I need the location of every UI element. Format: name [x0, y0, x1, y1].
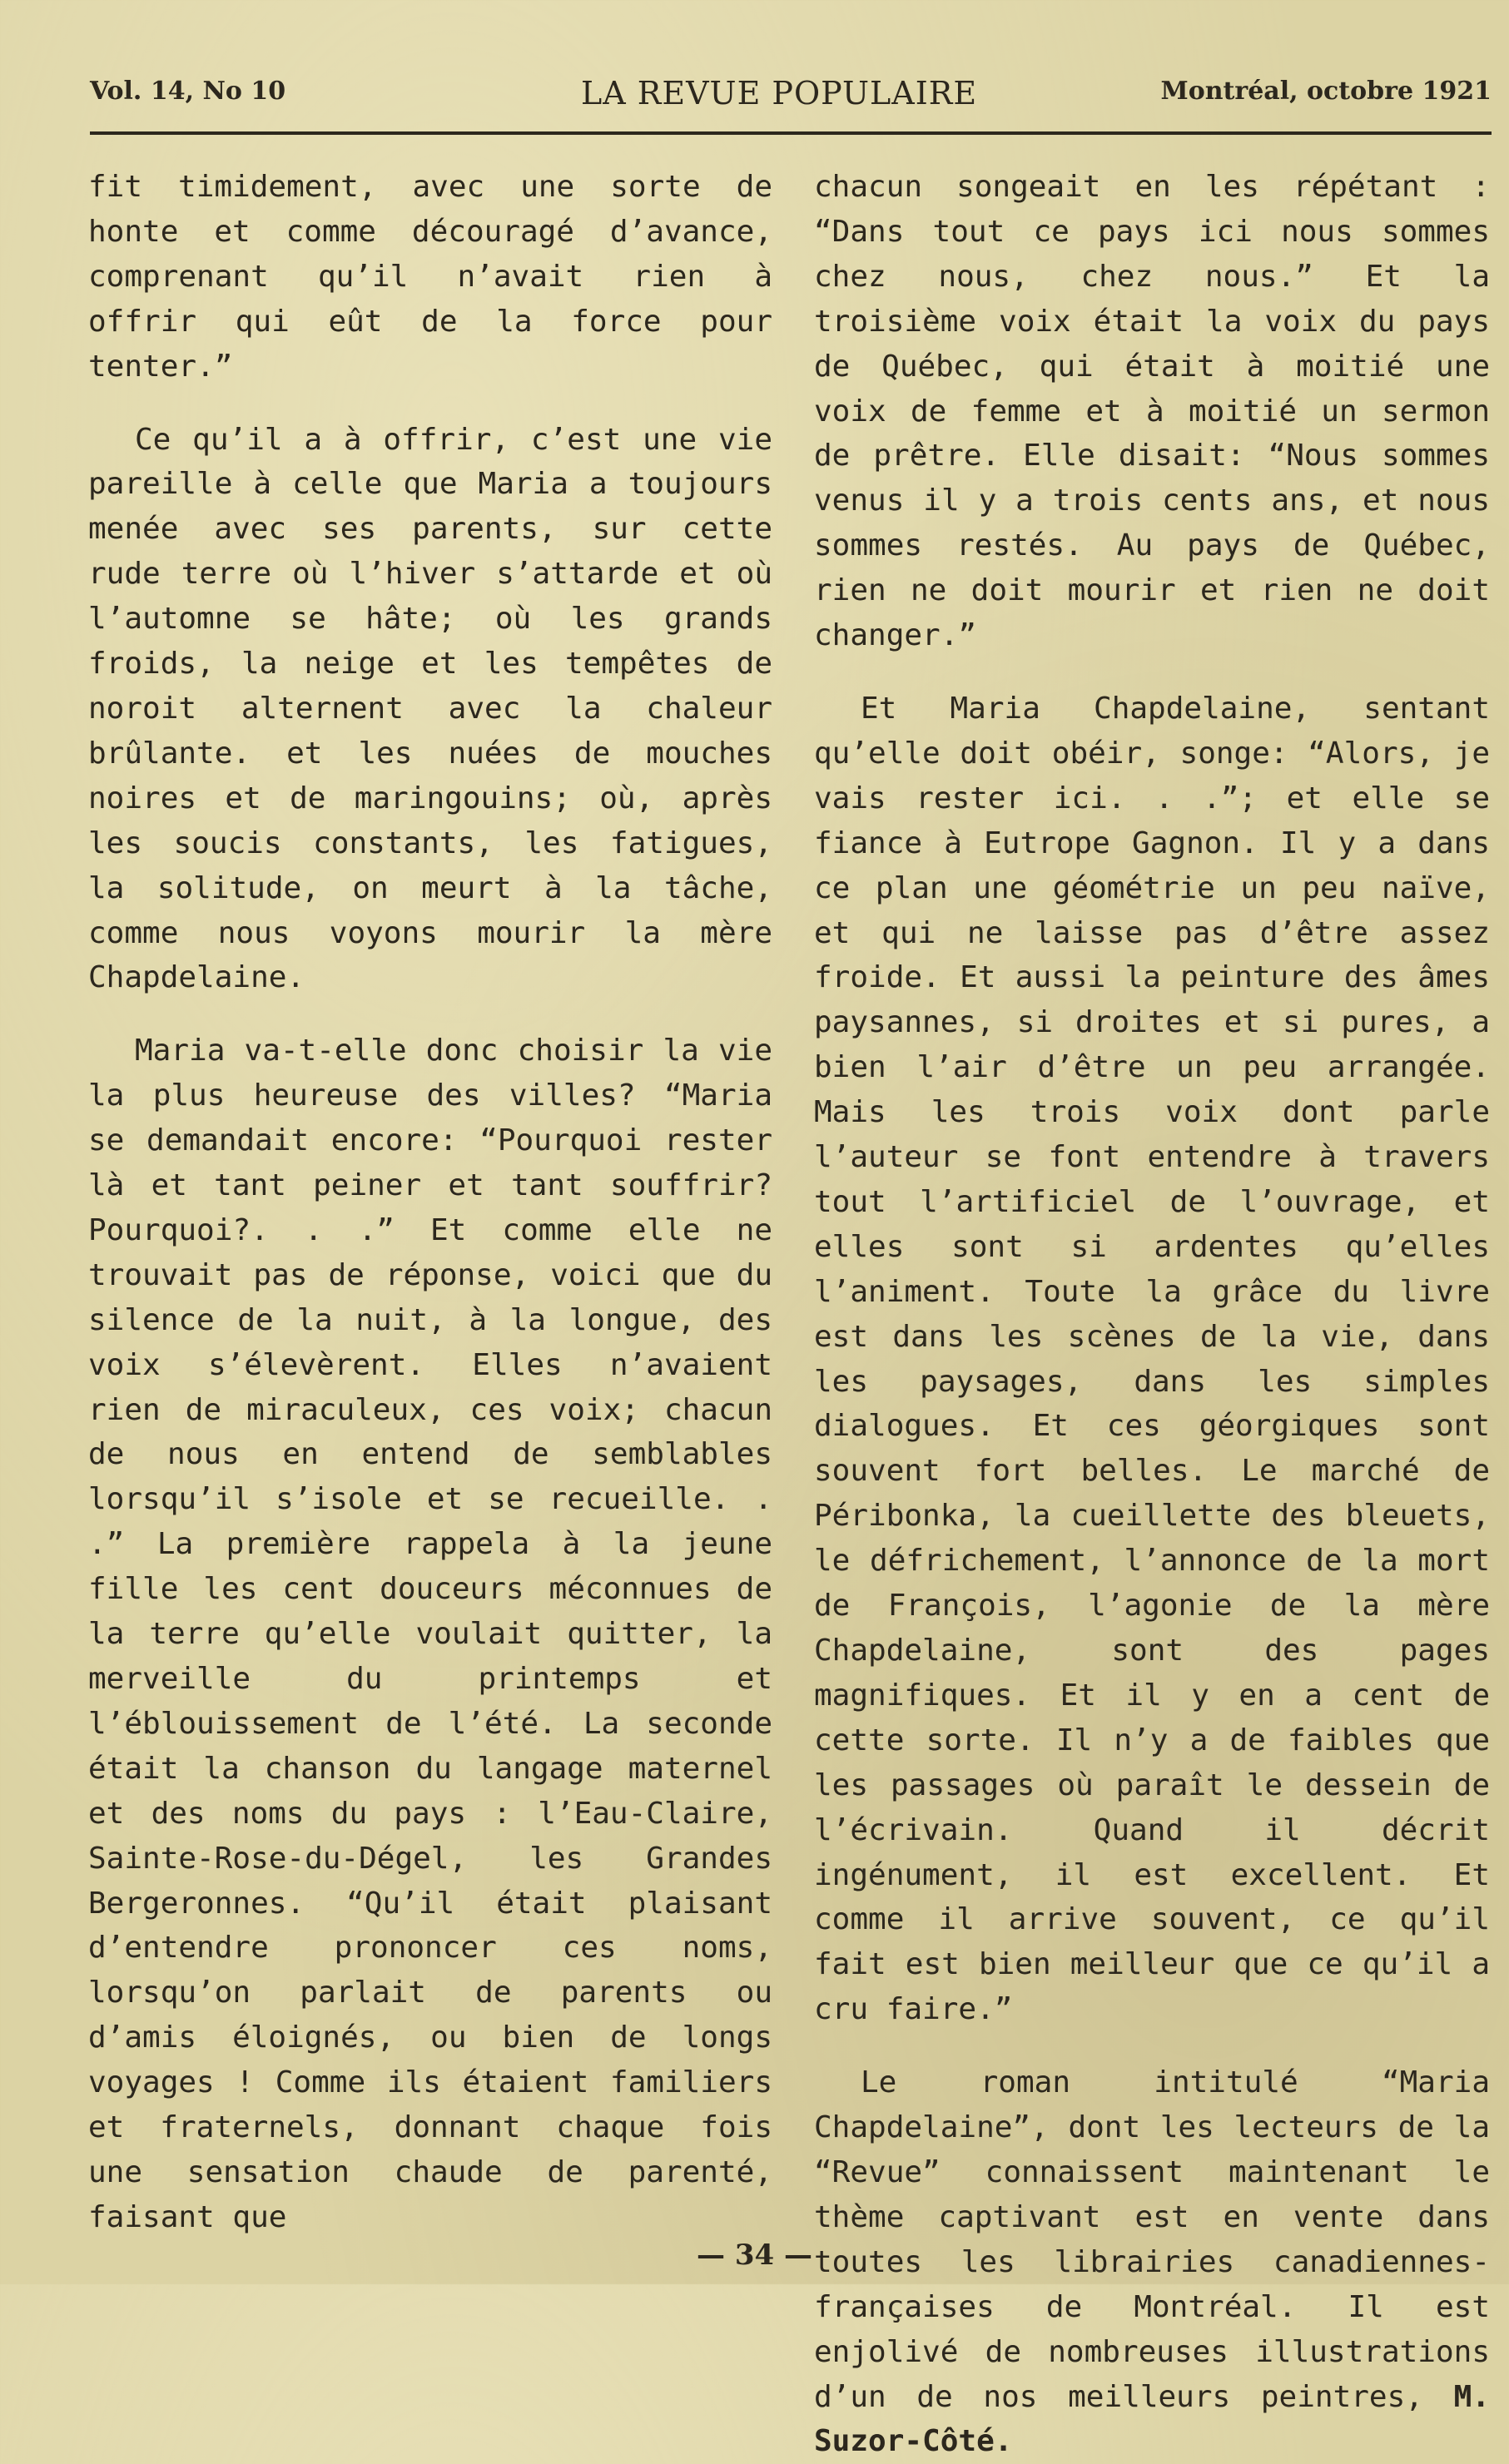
right-column — [814, 165, 1490, 2464]
paragraph-spacer — [88, 389, 772, 418]
left-column — [88, 165, 772, 2240]
left-paragraph-3: Maria va-t-elle donc choisir la vie la plus heureuse des villes? “Maria se demandait encore: “Pourquoi rester là et tant peiner et tant souffrir? Pourquoi?. . .” Et comme elle ne trouvait pas de réponse, voici que du silence de la nuit, à la longue, des voix s’élevèrent. Elles n’avaient rien de miraculeux, ces voix; chacun de nous en entend de semblables lorsqu’il s’isole et se recueille. . .” La première rappela à la jeune fille les cent douceurs méconnues de la terre qu’elle voulait quitter, la merveille du printemps et l’éblouissement de l’été. La seconde était la chanson du langage maternel et des noms du pays : l’Eau-Claire, Sainte-Rose-du-Dégel, les Grandes Bergeronnes. “Qu’il était plaisant d’entendre prononcer ces noms, lorsqu’on parlait de parents ou d’amis éloignés, ou bien de longs voyages ! Comme ils étaient familiers et fraternels, donnant chaque fois une sensation chaude de parenté, faisant que — [88, 1034, 772, 2234]
paragraph-spacer — [88, 1000, 772, 1029]
left-paragraph-2: Ce qu’il a à offrir, c’est une vie pareille à celle que Maria a toujours menée avec ses parents, sur cette rude terre où l’hiver s’attarde et où l’automne se hâte; où les grands froids, la neige et les tempêtes de noroit alternent avec la chaleur brûlante. et les nuées de mouches noires et de maringouins; où, après les soucis constants, les fatigues, la solitude, on meurt à la tâche, comme nous voyons mourir la mère Chapdelaine. — [88, 422, 772, 995]
publication-title: LA REVUE POPULAIRE — [581, 75, 978, 112]
right-paragraph-2: Et Maria Chapdelaine, sentant qu’elle doit obéir, songe: “Alors, je vais rester ici. . .”; et elle se fiance à Eutrope Gagnon. Il y a dans ce plan une géométrie un peu naïve, et qui ne laisse pas d’être assez froide. Et aussi la peinture des âmes paysannes, si droites et si pures, a bien l’air d’être un peu arrangée. Mais les trois voix dont parle l’auteur se font entendre à travers tout l’artificiel de l’ouvrage, et elles sont si ardentes qu’elles l’animent. Toute la grâce du livre est dans les scènes de la vie, dans les paysages, dans les simples dialogues. Et ces géorgiques sont souvent fort belles. Le marché de Péribonka, la cueillette des bleuets, le défrichement, l’annonce de la mort de François, l’agonie de la mère Chapdelaine, sont des pages magnifiques. Et il y en a cent de cette sorte. Il n’y a de faibles que les passages où paraît le dessein de l’écrivain. Quand il décrit ingénument, il est excellent. Et comme il arrive souvent, ce qu’il fait est bien meilleur que ce qu’il a cru faire.” — [814, 691, 1490, 2027]
dateline: Montréal, octobre 1921 — [1160, 77, 1492, 106]
page-header — [90, 72, 1492, 121]
left-paragraph-1: fit timidement, avec une sorte de honte et comme découragé d’avance, comprenant qu’il n’avait rien à offrir qui eût de la force pour tenter.” — [88, 170, 772, 384]
right-paragraph-1: chacun songeait en les répétant : “Dans tout ce pays ici nous sommes chez nous, chez nous.” Et la troisième voix était la voix du pays de Québec, qui était à moitié une voix de femme et à moitié un sermon de prêtre. Elle disait: “Nous sommes venus il y a trois cents ans, et nous sommes restés. Au pays de Québec, rien ne doit mourir et rien ne doit changer.” — [814, 170, 1490, 653]
book-notice-text: Le roman intitulé “Maria Chapdelaine”, dont les lecteurs de la “Revue” connaissent maintenant le thème captivant est en vente dans toutes les librairies canadiennes-françaises de Montréal. Il est enjolivé de nombreuses illustrations d’un de nos meilleurs peintres, — [814, 2065, 1490, 2414]
paragraph-spacer — [814, 658, 1490, 687]
page-number: — 34 — — [697, 2238, 812, 2272]
paragraph-spacer — [814, 2032, 1490, 2060]
header-rule — [90, 131, 1492, 135]
illustrator-signature: M. Suzor-Côté. — [814, 2379, 1490, 2459]
issue-number: Vol. 14, No 10 — [90, 77, 286, 106]
